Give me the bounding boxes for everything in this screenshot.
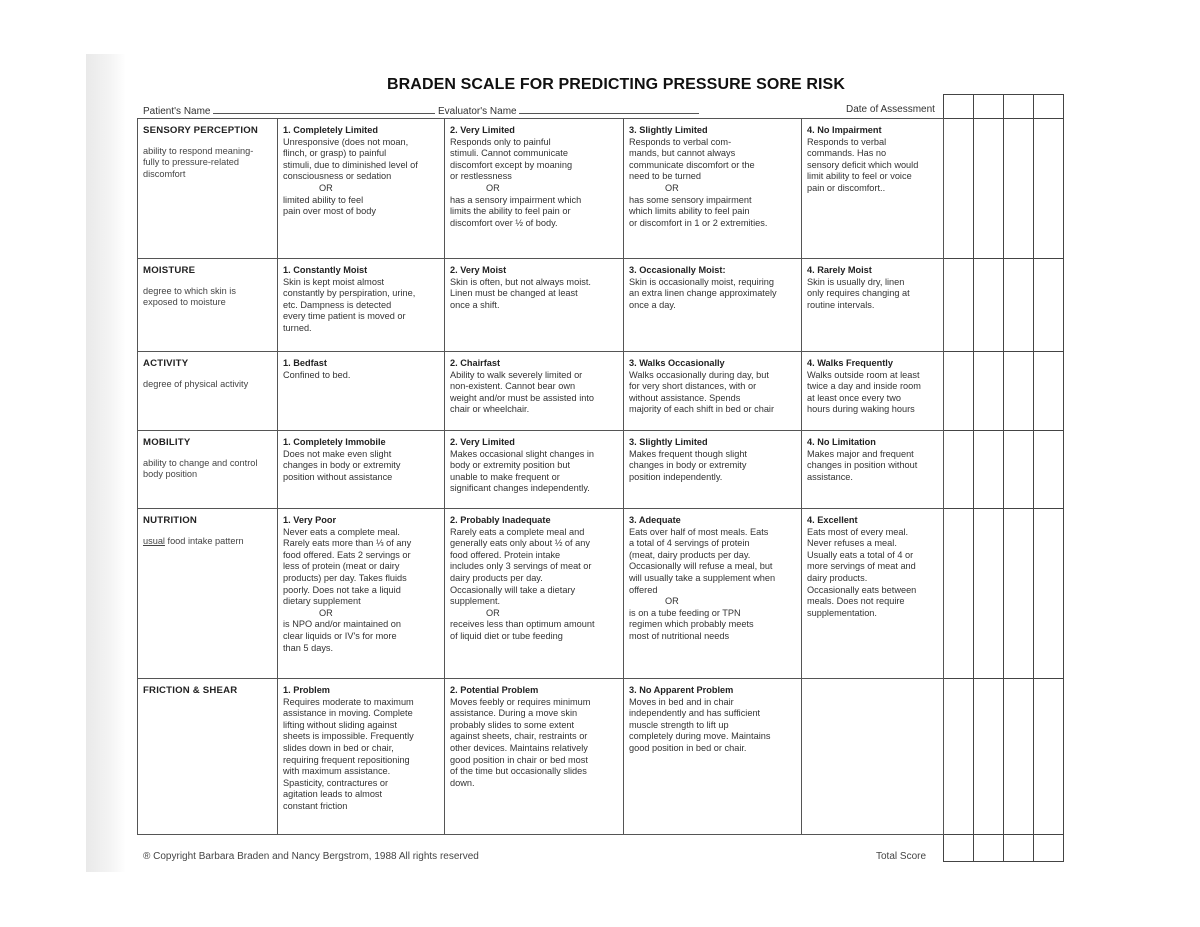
category-description-emphasis: usual bbox=[143, 535, 165, 546]
level-description-line: position independently. bbox=[629, 471, 723, 482]
level-description-line: a total of 4 servings of protein bbox=[629, 538, 750, 549]
date-of-assessment-label: Date of Assessment bbox=[846, 104, 935, 115]
level-title: 2. Potential Problem bbox=[450, 685, 539, 695]
level-cell bbox=[445, 509, 624, 679]
level-description-line: requiring frequent repositioning bbox=[283, 754, 410, 765]
row-friction-shear bbox=[138, 679, 944, 835]
level-description-line: good position in bed or chair. bbox=[629, 742, 747, 753]
level-description-line: Unresponsive (does not moan, bbox=[283, 136, 409, 147]
total-score-label: Total Score bbox=[876, 851, 927, 862]
category-name: MOBILITY bbox=[143, 437, 191, 448]
level-description-line: of the time but occasionally slides bbox=[450, 766, 587, 777]
level-cell bbox=[278, 119, 445, 259]
score-cell-nutrition[interactable] bbox=[1034, 509, 1064, 679]
patient-name-field bbox=[143, 104, 435, 117]
level-description-line: stimuli. Cannot communicate bbox=[450, 148, 568, 159]
copyright-notice: ® Copyright Barbara Braden and Nancy Bergstrom, 1988 All rights reserved bbox=[143, 851, 479, 862]
level-cell bbox=[278, 259, 445, 352]
category-name: NUTRITION bbox=[143, 515, 198, 526]
braden-scale-table bbox=[137, 118, 944, 835]
level-description-line: receives less than optimum amount bbox=[450, 619, 595, 630]
level-description-line: Responds only to painful bbox=[450, 136, 551, 147]
level-cell bbox=[624, 119, 802, 259]
or-divider: OR bbox=[486, 607, 500, 618]
score-cell-activity[interactable] bbox=[1004, 352, 1034, 431]
level-description-line: than 5 days. bbox=[283, 642, 334, 653]
evaluator-name-line[interactable] bbox=[519, 104, 699, 114]
score-cell-nutrition[interactable] bbox=[1004, 509, 1034, 679]
evaluator-name-field bbox=[438, 104, 699, 117]
level-cell bbox=[278, 352, 445, 431]
level-description-line: at least once every two bbox=[807, 392, 901, 403]
level-description-line: less of protein (meat or dairy bbox=[283, 561, 400, 572]
level-description-line: Never refuses a meal. bbox=[807, 538, 897, 549]
level-cell bbox=[445, 119, 624, 259]
level-description-line: significant changes independently. bbox=[450, 483, 590, 494]
score-cell-sensory[interactable] bbox=[1004, 119, 1034, 259]
level-description-line: Confined to bed. bbox=[283, 369, 351, 380]
level-title: 4. Walks Frequently bbox=[807, 358, 893, 368]
total-score-cell[interactable] bbox=[974, 835, 1004, 862]
category-description-line: exposed to moisture bbox=[143, 297, 226, 308]
level-cell bbox=[624, 509, 802, 679]
level-description-line: Makes major and frequent bbox=[807, 448, 914, 459]
level-cell bbox=[624, 431, 802, 509]
score-columns bbox=[943, 94, 1064, 862]
score-cell-sensory[interactable] bbox=[1034, 119, 1064, 259]
level-title: 2. Chairfast bbox=[450, 358, 501, 368]
or-divider: OR bbox=[319, 182, 333, 193]
score-cell-sensory[interactable] bbox=[944, 119, 974, 259]
level-description-line: meals. Does not require bbox=[807, 596, 905, 607]
score-header-cell bbox=[1004, 95, 1034, 119]
score-cell-activity[interactable] bbox=[944, 352, 974, 431]
level-description-line: dietary supplement bbox=[283, 596, 361, 607]
score-cell-mobility[interactable] bbox=[1034, 431, 1064, 509]
level-description-line: is on a tube feeding or TPN bbox=[629, 607, 741, 618]
level-title: 4. Excellent bbox=[807, 515, 858, 525]
level-title: 3. Slightly Limited bbox=[629, 437, 708, 447]
category-description-line: fully to pressure-related bbox=[143, 157, 240, 168]
level-description-line: Skin is usually dry, linen bbox=[807, 276, 905, 287]
level-description-line: poorly. Does not take a liquid bbox=[283, 584, 401, 595]
level-description-line: routine intervals. bbox=[807, 299, 875, 310]
score-cell-sensory[interactable] bbox=[974, 119, 1004, 259]
level-description-line: Makes frequent though slight bbox=[629, 448, 747, 459]
level-description-line: majority of each shift in bed or chair bbox=[629, 404, 775, 415]
level-description-line: an extra linen change approximately bbox=[629, 288, 777, 299]
level-title: 4. No Impairment bbox=[807, 125, 882, 135]
level-description-line: with maximum assistance. bbox=[283, 766, 391, 777]
level-title: 1. Problem bbox=[283, 685, 330, 695]
score-header-cell bbox=[1034, 95, 1064, 119]
row-activity bbox=[138, 352, 944, 431]
level-cell bbox=[278, 509, 445, 679]
level-description-line: independently and has sufficient bbox=[629, 708, 761, 719]
level-title: 1. Very Poor bbox=[283, 515, 337, 525]
level-title: 2. Very Moist bbox=[450, 265, 507, 275]
score-cell-activity[interactable] bbox=[1034, 352, 1064, 431]
evaluator-name-label: Evaluator's Name bbox=[438, 106, 517, 117]
category-cell bbox=[138, 259, 278, 352]
row-moisture bbox=[138, 259, 944, 352]
level-description-line: regimen which probably meets bbox=[629, 619, 754, 630]
level-cell bbox=[624, 352, 802, 431]
row-mobility bbox=[138, 431, 944, 509]
level-description-line: Occasionally eats between bbox=[807, 584, 917, 595]
level-description-line: Walks occasionally during day, but bbox=[629, 369, 769, 380]
level-description-line: consciousness or sedation bbox=[283, 171, 392, 182]
level-title: 3. No Apparent Problem bbox=[629, 685, 734, 695]
level-description-line: down. bbox=[450, 777, 475, 788]
level-description-line: without assistance. Spends bbox=[629, 392, 741, 403]
level-cell bbox=[445, 431, 624, 509]
level-description-line: changes in position without bbox=[807, 460, 918, 471]
level-description-line: against sheets, chair, restraints or bbox=[450, 731, 588, 742]
level-description-line: Usually eats a total of 4 or bbox=[807, 549, 914, 560]
level-description-line: commands. Has no bbox=[807, 148, 887, 159]
level-description-line: good position in chair or bed most bbox=[450, 754, 588, 765]
level-cell bbox=[624, 679, 802, 835]
category-description bbox=[143, 458, 272, 481]
level-description-line: stimuli, due to diminished level of bbox=[283, 159, 418, 170]
category-description bbox=[143, 286, 272, 309]
level-title: 1. Completely Immobile bbox=[283, 437, 386, 447]
level-description-line: generally eats only about ½ of any bbox=[450, 538, 590, 549]
level-description-line: has a sensory impairment which bbox=[450, 194, 582, 205]
level-description-line: most of nutritional needs bbox=[629, 630, 730, 641]
level-description-line: hours during waking hours bbox=[807, 404, 915, 415]
level-description-line: assistance. bbox=[807, 471, 853, 482]
level-description-line: more servings of meat and bbox=[807, 561, 916, 572]
category-description-line: ability to respond meaning- bbox=[143, 145, 254, 156]
total-score-cell[interactable] bbox=[1004, 835, 1034, 862]
level-description-line: body or extremity position but bbox=[450, 460, 571, 471]
row-nutrition bbox=[138, 509, 944, 679]
level-title: 1. Bedfast bbox=[283, 358, 327, 368]
score-cell-moisture[interactable] bbox=[1004, 259, 1034, 352]
level-description-line: Walks outside room at least bbox=[807, 369, 920, 380]
level-description-line: includes only 3 servings of meat or bbox=[450, 561, 592, 572]
level-description-line: clear liquids or IV's for more bbox=[283, 630, 397, 641]
level-description-line: every time patient is moved or bbox=[283, 311, 406, 322]
level-description-line: Occasionally will take a dietary bbox=[450, 584, 576, 595]
level-description-line: Never eats a complete meal. bbox=[283, 526, 400, 537]
level-description-line: once a shift. bbox=[450, 299, 500, 310]
level-description-line: or discomfort in 1 or 2 extremities. bbox=[629, 217, 768, 228]
level-description-line: Moves feebly or requires minimum bbox=[450, 696, 591, 707]
level-description-line: limits the ability to feel pain or bbox=[450, 206, 571, 217]
level-title: 3. Slightly Limited bbox=[629, 125, 708, 135]
level-description-line: constantly by perspiration, urine, bbox=[283, 288, 416, 299]
level-description-line: probably slides to some extent bbox=[450, 719, 575, 730]
category-cell bbox=[138, 431, 278, 509]
level-description-line: supplementation. bbox=[807, 607, 877, 618]
level-description-line: Rarely eats a complete meal and bbox=[450, 526, 585, 537]
level-cell bbox=[445, 352, 624, 431]
level-description-line: only requires changing at bbox=[807, 288, 910, 299]
level-description-line: turned. bbox=[283, 322, 312, 333]
category-cell bbox=[138, 679, 278, 835]
level-description-line: will usually take a supplement when bbox=[629, 572, 776, 583]
level-title: 3. Walks Occasionally bbox=[629, 358, 725, 368]
level-description-line: dairy products per day. bbox=[450, 572, 543, 583]
level-title: 4. Rarely Moist bbox=[807, 265, 872, 275]
level-description-line: or restlessness bbox=[450, 171, 512, 182]
level-cell bbox=[802, 431, 944, 509]
category-description-line: degree to which skin is bbox=[143, 285, 236, 296]
score-cell-friction[interactable] bbox=[974, 679, 1004, 835]
level-description-line: mands, but cannot always bbox=[629, 148, 736, 159]
level-description-line: discomfort over ½ of body. bbox=[450, 217, 558, 228]
category-description-text: food intake pattern bbox=[164, 535, 244, 546]
level-description-line: changes in body or extremity bbox=[629, 460, 747, 471]
score-cell-friction[interactable] bbox=[944, 679, 974, 835]
score-cell-mobility[interactable] bbox=[944, 431, 974, 509]
category-description bbox=[143, 146, 272, 181]
level-cell bbox=[802, 679, 944, 835]
score-cell-friction[interactable] bbox=[1004, 679, 1034, 835]
level-description-line: Skin is often, but not always moist. bbox=[450, 276, 591, 287]
level-description-line: twice a day and inside room bbox=[807, 381, 921, 392]
level-description-line: slides down in bed or chair, bbox=[283, 742, 394, 753]
level-description-line: Eats over half of most meals. Eats bbox=[629, 526, 769, 537]
or-divider: OR bbox=[665, 182, 679, 193]
level-description-line: Requires moderate to maximum bbox=[283, 696, 414, 707]
category-name: FRICTION & SHEAR bbox=[143, 685, 238, 696]
level-title: 2. Probably Inadequate bbox=[450, 515, 551, 525]
level-description-line: (meat, dairy products per day. bbox=[629, 549, 751, 560]
page-title: BRADEN SCALE FOR PREDICTING PRESSURE SORE RISK bbox=[387, 76, 845, 93]
level-description-line: for very short distances, with or bbox=[629, 381, 757, 392]
level-description-line: pain over most of body bbox=[283, 206, 376, 217]
category-description bbox=[143, 379, 272, 391]
level-description-line: once a day. bbox=[629, 299, 676, 310]
level-description-line: Does not make even slight bbox=[283, 448, 392, 459]
level-description-line: food offered. Eats 2 servings or bbox=[283, 549, 411, 560]
level-description-line: which limits ability to feel pain bbox=[629, 206, 750, 217]
level-description-line: limited ability to feel bbox=[283, 194, 364, 205]
level-description-line: of liquid diet or tube feeding bbox=[450, 630, 563, 641]
total-score-cell[interactable] bbox=[944, 835, 974, 862]
level-description-line: Moves in bed and in chair bbox=[629, 696, 734, 707]
category-description-line: discomfort bbox=[143, 168, 186, 179]
level-description-line: muscle strength to lift up bbox=[629, 719, 729, 730]
category-description-line: degree of physical activity bbox=[143, 378, 249, 389]
level-description-line: communicate discomfort or the bbox=[629, 159, 755, 170]
level-description-line: Linen must be changed at least bbox=[450, 288, 578, 299]
level-title: 1. Completely Limited bbox=[283, 125, 378, 135]
level-description-line: Rarely eats more than ⅓ of any bbox=[283, 538, 412, 549]
level-description-line: dairy products. bbox=[807, 572, 868, 583]
level-cell bbox=[802, 259, 944, 352]
level-description-line: other devices. Maintains relatively bbox=[450, 742, 588, 753]
level-title: 3. Adequate bbox=[629, 515, 681, 525]
level-description-line: unable to make frequent or bbox=[450, 471, 560, 482]
level-description-line: need to be turned bbox=[629, 171, 702, 182]
score-cell-moisture[interactable] bbox=[1034, 259, 1064, 352]
level-cell bbox=[624, 259, 802, 352]
category-cell bbox=[138, 119, 278, 259]
row-sensory-perception bbox=[138, 119, 944, 259]
level-description-line: lifting without sliding against bbox=[283, 719, 397, 730]
category-cell bbox=[138, 509, 278, 679]
score-cell-mobility[interactable] bbox=[1004, 431, 1034, 509]
category-description bbox=[143, 536, 272, 548]
level-description-line: has some sensory impairment bbox=[629, 194, 752, 205]
level-description-line: offered bbox=[629, 584, 658, 595]
level-description-line: chair or wheelchair. bbox=[450, 404, 530, 415]
level-description-line: discomfort except by moaning bbox=[450, 159, 573, 170]
level-description-line: supplement. bbox=[450, 596, 501, 607]
level-description-line: Occasionally will refuse a meal, but bbox=[629, 561, 773, 572]
score-header-cell bbox=[944, 95, 974, 119]
level-title: 2. Very Limited bbox=[450, 125, 515, 135]
level-cell bbox=[802, 509, 944, 679]
level-description-line: Responds to verbal com- bbox=[629, 136, 732, 147]
patient-name-line[interactable] bbox=[213, 104, 435, 114]
level-description-line: sheets is impossible. Frequently bbox=[283, 731, 414, 742]
or-divider: OR bbox=[486, 182, 500, 193]
patient-name-label: Patient's Name bbox=[143, 106, 211, 117]
score-cell-moisture[interactable] bbox=[944, 259, 974, 352]
level-description-line: Spasticity, contractures or bbox=[283, 777, 389, 788]
level-cell bbox=[445, 679, 624, 835]
category-cell bbox=[138, 352, 278, 431]
score-header-cell bbox=[974, 95, 1004, 119]
or-divider: OR bbox=[319, 607, 333, 618]
level-description-line: flinch, or grasp) to painful bbox=[283, 148, 387, 159]
level-description-line: Responds to verbal bbox=[807, 136, 887, 147]
level-description-line: limit ability to feel or voice bbox=[807, 171, 912, 182]
level-description-line: agitation leads to almost bbox=[283, 789, 383, 800]
or-divider: OR bbox=[665, 596, 679, 607]
level-title: 1. Constantly Moist bbox=[283, 265, 368, 275]
level-description-line: non-existent. Cannot bear own bbox=[450, 381, 576, 392]
total-score-cell[interactable] bbox=[1034, 835, 1064, 862]
level-description-line: food offered. Protein intake bbox=[450, 549, 561, 560]
level-title: 4. No Limitation bbox=[807, 437, 876, 447]
level-cell bbox=[445, 259, 624, 352]
score-cell-friction[interactable] bbox=[1034, 679, 1064, 835]
category-description-line: ability to change and control bbox=[143, 457, 258, 468]
score-cell-moisture[interactable] bbox=[974, 259, 1004, 352]
level-description-line: sensory deficit which would bbox=[807, 159, 919, 170]
level-description-line: is NPO and/or maintained on bbox=[283, 619, 401, 630]
level-cell bbox=[802, 119, 944, 259]
level-description-line: pain or discomfort.. bbox=[807, 182, 886, 193]
level-cell bbox=[802, 352, 944, 431]
level-description-line: etc. Dampness is detected bbox=[283, 299, 392, 310]
level-cell bbox=[278, 679, 445, 835]
score-cell-nutrition[interactable] bbox=[974, 509, 1004, 679]
score-cell-nutrition[interactable] bbox=[944, 509, 974, 679]
level-description-line: weight and/or must be assisted into bbox=[450, 392, 595, 403]
score-cell-activity[interactable] bbox=[974, 352, 1004, 431]
category-description-line: body position bbox=[143, 469, 198, 480]
category-name: ACTIVITY bbox=[143, 358, 189, 369]
category-name: SENSORY PERCEPTION bbox=[143, 125, 259, 136]
level-description-line: assistance. During a move skin bbox=[450, 708, 578, 719]
level-description-line: Eats most of every meal. bbox=[807, 526, 909, 537]
level-title: 2. Very Limited bbox=[450, 437, 515, 447]
level-description-line: products) per day. Takes fluids bbox=[283, 572, 407, 583]
level-description-line: Skin is occasionally moist, requiring bbox=[629, 276, 775, 287]
level-description-line: completely during move. Maintains bbox=[629, 731, 771, 742]
level-description-line: assistance in moving. Complete bbox=[283, 708, 413, 719]
category-name: MOISTURE bbox=[143, 265, 196, 276]
level-cell bbox=[278, 431, 445, 509]
level-description-line: changes in body or extremity bbox=[283, 460, 401, 471]
score-cell-mobility[interactable] bbox=[974, 431, 1004, 509]
level-description-line: constant friction bbox=[283, 800, 348, 811]
level-description-line: Makes occasional slight changes in bbox=[450, 448, 595, 459]
level-description-line: Skin is kept moist almost bbox=[283, 276, 385, 287]
level-title: 3. Occasionally Moist: bbox=[629, 265, 726, 275]
level-description-line: position without assistance bbox=[283, 471, 393, 482]
level-description-line: Ability to walk severely limited or bbox=[450, 369, 583, 380]
